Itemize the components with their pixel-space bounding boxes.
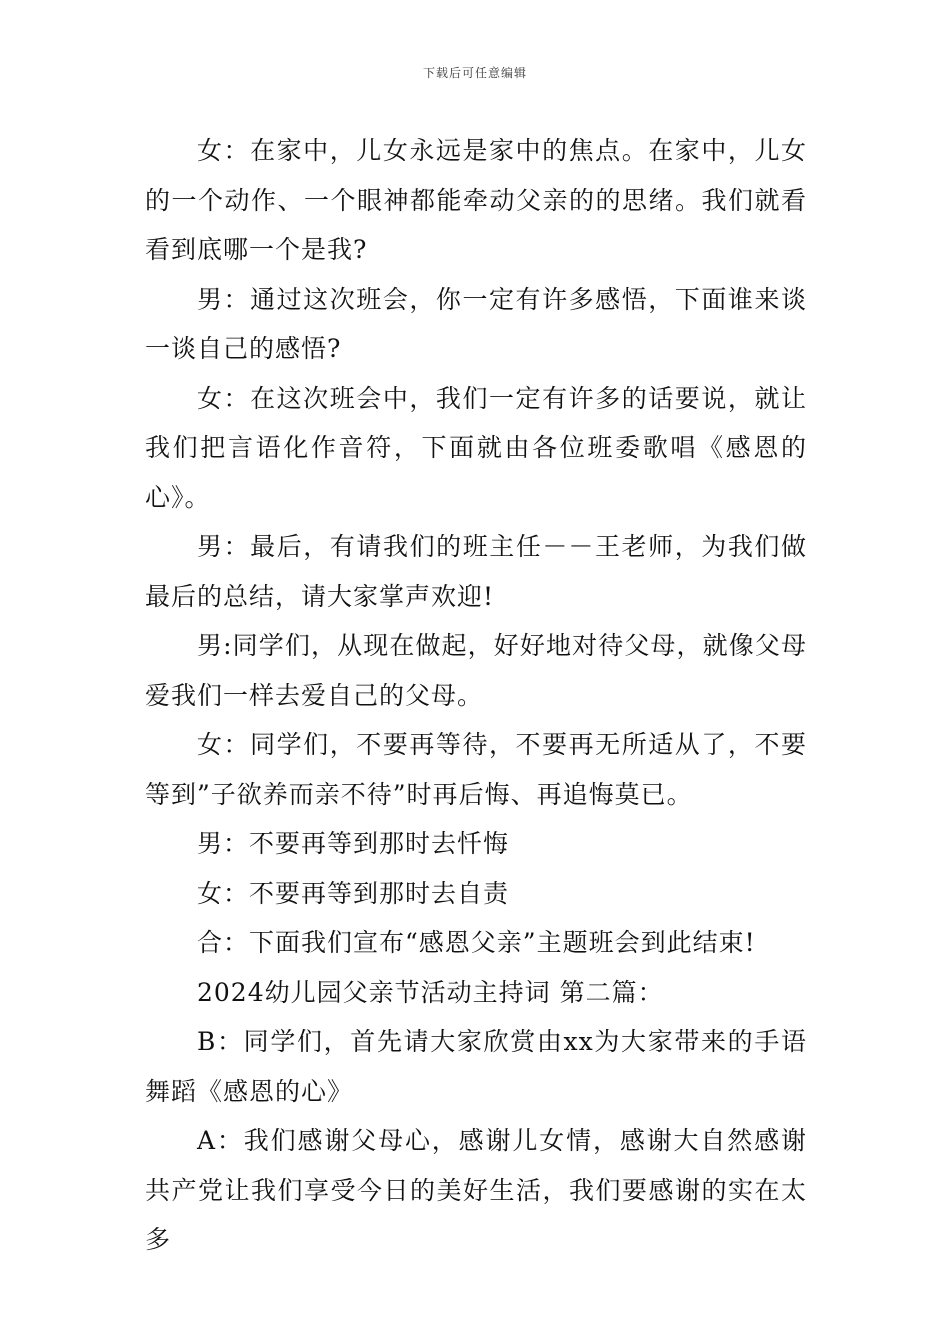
paragraph: 女：在这次班会中，我们一定有许多的话要说，就让我们把言语化作音符，下面就由各位班委歌唱《感恩的心》。 [145,383,807,512]
paragraph: 女：在家中，儿女永远是家中的焦点。在家中，儿女的一个动作、一个眼神都能牵动父亲的的思绪。我们就看看到底哪一个是我? [145,136,807,264]
paragraph: B：同学们，首先请大家欣赏由xx为大家带来的手语舞蹈《感恩的心》 [145,1027,807,1106]
paragraph: 合：下面我们宣布“感恩父亲”主题班会到此结束! [197,928,756,957]
paragraph: A：我们感谢父母心，感谢儿女情，感谢大自然感谢共产党让我们享受今日的美好生活，我们要感谢的实在太多 [145,1126,807,1254]
page-header-note: 下载后可任意编辑 [422,66,527,80]
paragraph: 男：最后，有请我们的班主任－－王老师，为我们做最后的总结，请大家掌声欢迎! [145,532,807,611]
paragraph: 男:同学们，从现在做起，好好地对待父母，就像父母爱我们一样去爱自己的父母。 [145,631,807,710]
paragraph: 女：同学们，不要再等待，不要再无所适从了，不要等到”子欲养而亲不待”时再后悔、再追悔莫已。 [145,730,807,809]
paragraph: 男：不要再等到那时去忏悔 [197,829,510,858]
document-body [145,126,807,1265]
section-heading: 2024幼儿园父亲节活动主持词 第二篇： [197,977,664,1007]
paragraph: 男：通过这次班会，你一定有许多感悟，下面谁来谈一谈自己的感悟? [145,284,807,363]
paragraph: 女：不要再等到那时去自责 [197,878,510,908]
